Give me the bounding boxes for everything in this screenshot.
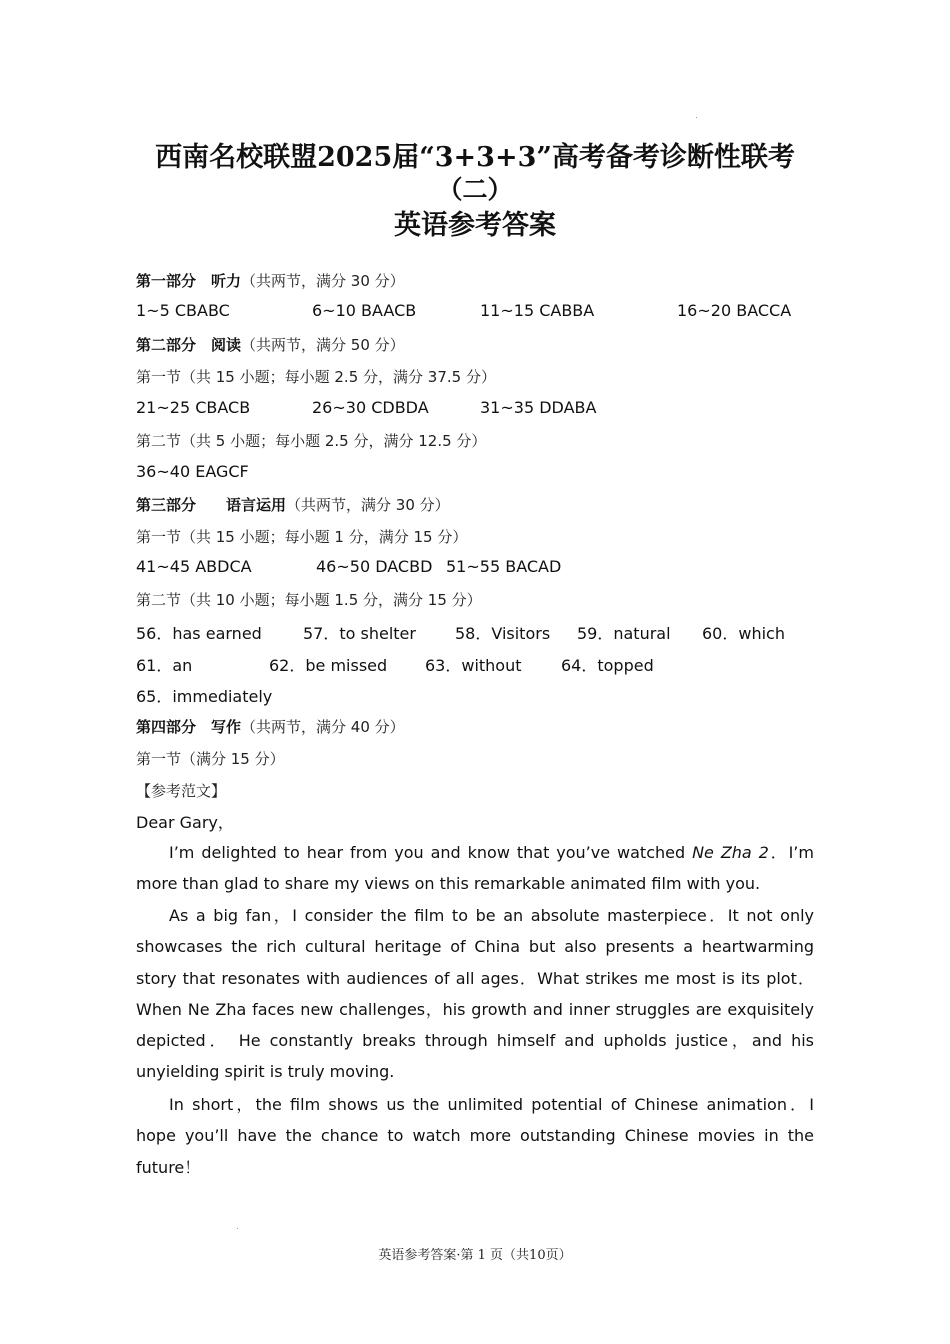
answer-group: 1~5 CBABC bbox=[136, 301, 230, 320]
paragraph-text: I’m delighted to hear from you and know that you’ve watched bbox=[169, 843, 693, 862]
answer-group: 41~45 ABDCA bbox=[136, 557, 252, 576]
scan-speck bbox=[237, 1228, 238, 1229]
doc-title-line2: （二） bbox=[437, 175, 513, 204]
part3-note: （共两节，满分 30 分） bbox=[286, 496, 450, 514]
fill-answer: 64．topped bbox=[561, 656, 654, 675]
answer-group: 21~25 CBACB bbox=[136, 398, 251, 417]
answer-group: 51~55 BACAD bbox=[446, 557, 562, 576]
fill-answer: 63．without bbox=[425, 656, 522, 675]
part4-heading: 第四部分 写作 bbox=[136, 718, 242, 736]
part2-section1-note: 第一节（共 15 小题；每小题 2.5 分，满分 37.5 分） bbox=[136, 368, 496, 386]
letter-paragraph-2: As a big fan，I consider the film to be an absolute masterpiece．It not only showcases the rich cultural heritage of China but also presents a heartwarming story that resonates with audiences of all ages．What strikes me most is its plot．When Ne Zha faces new challenges，his growth and inner struggles are exquisitely depicted． He constantly breaks through himself and upholds justice，and his unyielding spirit is truly moving. bbox=[136, 906, 814, 1082]
part4-header bbox=[136, 716, 405, 737]
fill-answer: 65．immediately bbox=[136, 687, 273, 706]
answer-group: 46~50 DACBD bbox=[316, 557, 433, 576]
answer-group: 36~40 EAGCF bbox=[136, 462, 249, 481]
part3-section2-note: 第二节（共 10 小题；每小题 1.5 分，满分 15 分） bbox=[136, 591, 482, 609]
scan-speck bbox=[696, 117, 697, 118]
fill-answer: 56．has earned bbox=[136, 624, 262, 643]
fill-answer: 59．natural bbox=[577, 624, 671, 643]
answer-group: 6~10 BAACB bbox=[312, 301, 417, 320]
fill-answer: 58．Visitors bbox=[455, 624, 551, 643]
part1-note: （共两节，满分 30 分） bbox=[241, 272, 405, 290]
part1-heading: 第一部分 听力 bbox=[136, 272, 242, 290]
part3-section1-note: 第一节（共 15 小题；每小题 1 分，满分 15 分） bbox=[136, 528, 468, 546]
fill-answer: 61．an bbox=[136, 656, 193, 675]
letter-paragraph-3: In short，the film shows us the unlimited potential of Chinese animation．I hope you’ll have the chance to watch more outstanding Chinese movies in the future！ bbox=[136, 1095, 815, 1177]
fill-answer: 60．which bbox=[702, 624, 785, 643]
part4-section1-note: 第一节（满分 15 分） bbox=[136, 750, 285, 768]
part2-note: （共两节，满分 50 分） bbox=[241, 336, 405, 354]
fill-answer: 57．to shelter bbox=[303, 624, 416, 643]
page-footer: 英语参考答案·第 1 页（共10页） bbox=[378, 1248, 572, 1263]
letter-salutation: Dear Gary， bbox=[136, 813, 234, 832]
part3-header bbox=[136, 494, 450, 515]
letter-paragraph-1 bbox=[136, 837, 814, 900]
fill-answer: 62．be missed bbox=[269, 656, 388, 675]
sample-essay-label: 【参考范文】 bbox=[136, 782, 227, 800]
doc-title-line3: 英语参考答案 bbox=[394, 210, 556, 241]
part4-note: （共两节，满分 40 分） bbox=[241, 718, 405, 736]
film-title: Ne Zha 2 bbox=[692, 843, 769, 862]
answer-group: 16~20 BACCA bbox=[677, 301, 792, 320]
part3-heading: 第三部分 语言运用 bbox=[136, 496, 287, 514]
doc-title-line1: 西南名校联盟2025届“3+3+3”高考备考诊断性联考 bbox=[155, 142, 795, 173]
answer-group: 26~30 CDBDA bbox=[312, 398, 429, 417]
part2-header bbox=[136, 334, 405, 355]
part1-header bbox=[136, 270, 405, 291]
answer-group: 31~35 DDABA bbox=[480, 398, 597, 417]
paragraph-text: ．I’m more than glad to share my views on this remarkable animated film with you. bbox=[136, 843, 814, 894]
answer-group: 11~15 CABBA bbox=[480, 301, 595, 320]
part2-section2-note: 第二节（共 5 小题；每小题 2.5 分，满分 12.5 分） bbox=[136, 432, 487, 450]
part2-heading: 第二部分 阅读 bbox=[136, 336, 242, 354]
